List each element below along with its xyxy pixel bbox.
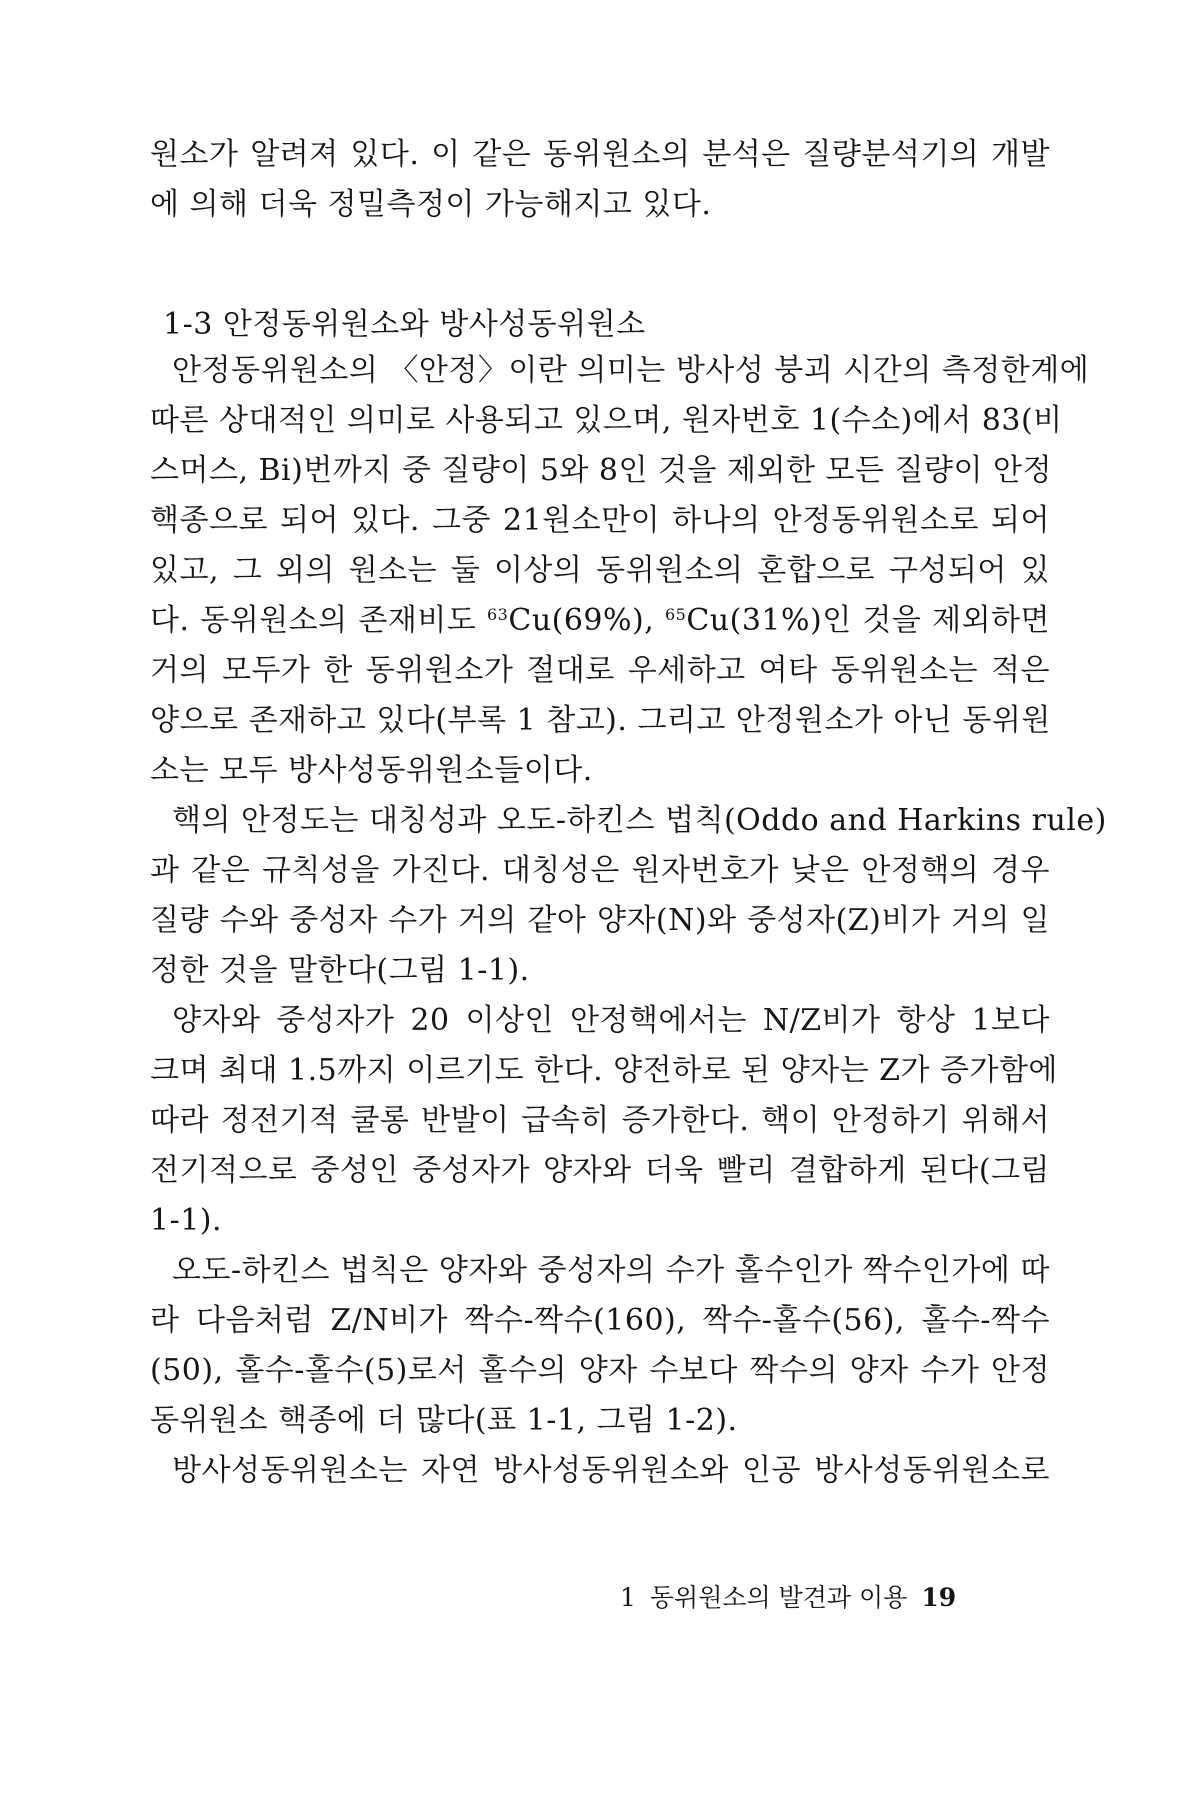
chapter-title: 동위원소의 발견과 이용 — [649, 1583, 908, 1612]
text-line: 정한 것을 말한다(그림 1-1). — [150, 953, 530, 988]
text-line: 안정동위원소의 〈안정〉이란 의미는 방사성 붕괴 시간의 측정한계에 — [172, 353, 1090, 388]
text-line: 양자와 중성자가 20 이상인 안정핵에서는 N/Z비가 항상 1보다 — [172, 1003, 1050, 1038]
text-line: 전기적으로 중성인 중성자가 양자와 더욱 빨리 결합하게 된다(그림 — [150, 1153, 1050, 1188]
text-line: 거의 모두가 한 동위원소가 절대로 우세하고 여타 동위원소는 적은 — [150, 653, 1050, 688]
text-line: 에 의해 더욱 정밀측정이 가능해지고 있다. — [150, 187, 712, 222]
isotope-line — [150, 596, 1050, 646]
text-line: (50), 홀수-홀수(5)로서 홀수의 양자 수보다 짝수의 양자 수가 안정 — [150, 1353, 1050, 1388]
text-line: 과 같은 규칙성을 가진다. 대칭성은 원자번호가 낮은 안정핵의 경우 — [150, 853, 1050, 888]
text-line: 핵의 안정도는 대칭성과 오도-하킨스 법칙(Oddo and Harkins rule) — [172, 803, 1107, 838]
text-segment: Cu(31%)인 것을 제외하면 — [686, 603, 1051, 638]
text-line: 핵종으로 되어 있다. 그중 21원소만이 하나의 안정동위원소로 되어 — [150, 503, 1050, 538]
text-line: 방사성동위원소는 자연 방사성동위원소와 인공 방사성동위원소로 — [172, 1453, 1050, 1488]
text-line: 소는 모두 방사성동위원소들이다. — [150, 753, 593, 788]
page-number: 19 — [921, 1583, 957, 1612]
text-line: 있고, 그 외의 원소는 둘 이상의 동위원소의 혼합으로 구성되어 있 — [150, 553, 1050, 588]
running-footer — [620, 1580, 1040, 1616]
text-line: 따른 상대적인 의미로 사용되고 있으며, 원자번호 1(수소)에서 83(비 — [150, 403, 1063, 438]
mass-number: 63 — [487, 605, 509, 624]
text-segment: Cu(69%), — [508, 603, 665, 638]
text-line: 크며 최대 1.5까지 이르기도 한다. 양전하로 된 양자는 Z가 증가함에 — [150, 1053, 1058, 1088]
text-line: 라 다음처럼 Z/N비가 짝수-짝수(160), 짝수-홀수(56), 홀수-짝수 — [150, 1303, 1050, 1338]
paragraph-continuation — [150, 130, 1050, 230]
text-line: 동위원소 핵종에 더 많다(표 1-1, 그림 1-2). — [150, 1403, 738, 1438]
text-segment: 다. 동위원소의 존재비도 — [150, 603, 487, 638]
text-line: 스머스, Bi)번까지 중 질량이 5와 8인 것을 제외한 모든 질량이 안정 — [150, 453, 1052, 488]
text-line: 따라 정전기적 쿨롱 반발이 급속히 증가한다. 핵이 안정하기 위해서 — [150, 1103, 1050, 1138]
mass-number: 65 — [664, 605, 687, 624]
text-line: 질량 수와 중성자 수가 거의 같아 양자(N)와 중성자(Z)비가 거의 일 — [150, 903, 1050, 938]
text-line: 원소가 알려져 있다. 이 같은 동위원소의 분석은 질량분석기의 개발 — [150, 137, 1050, 172]
chapter-number: 1 — [620, 1583, 636, 1612]
body-text — [150, 346, 1107, 1496]
text-line: 1-1). — [150, 1203, 223, 1238]
text-line: 오도-하킨스 법칙은 양자와 중성자의 수가 홀수인가 짝수인가에 따 — [172, 1253, 1050, 1288]
section-heading: 1-3 안정동위원소와 방사성동위원소 — [163, 307, 646, 342]
text-line: 양으로 존재하고 있다(부록 1 참고). 그리고 안정원소가 아닌 동위원 — [150, 703, 1051, 738]
